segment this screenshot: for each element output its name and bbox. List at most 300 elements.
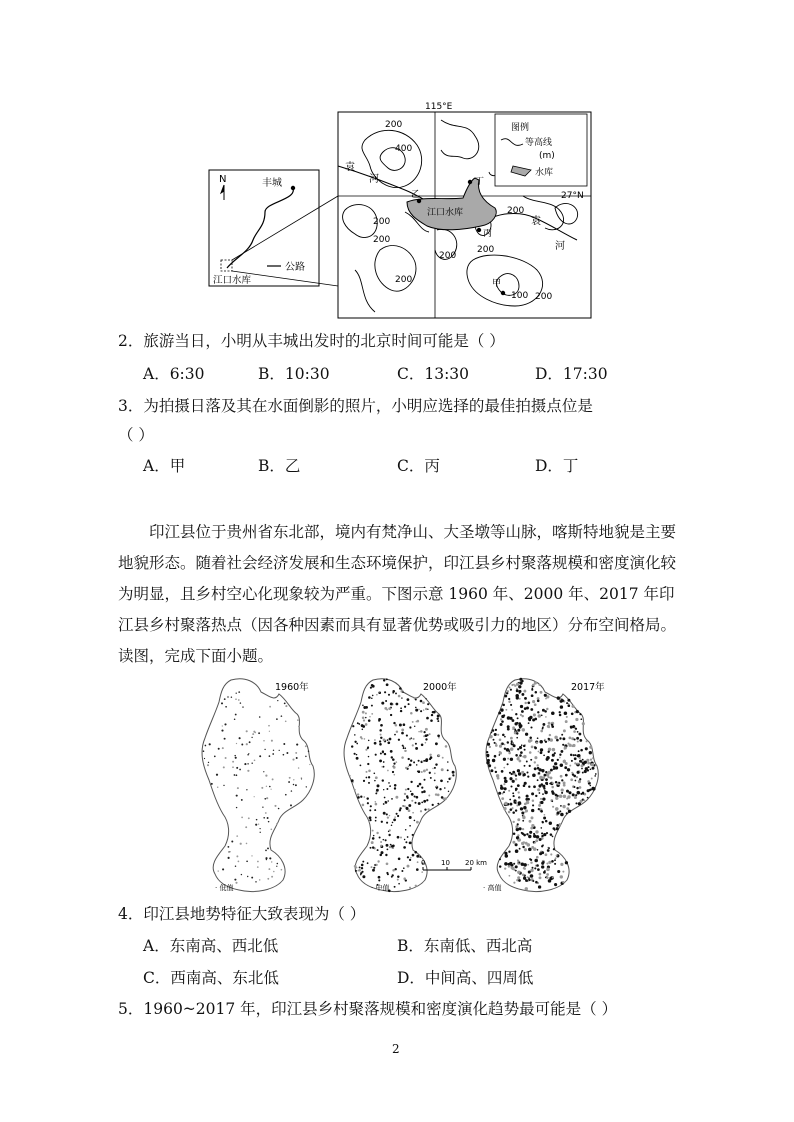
settlement-dot [545,771,547,773]
question-3-option-b[interactable]: B．乙 [258,457,301,475]
settlement-dot [571,772,573,774]
settlement-dot [551,782,553,784]
settlement-dot [518,798,520,800]
settlement-dot [409,726,411,728]
settlement-dot [509,799,511,801]
settlement-dot [540,810,543,813]
settlement-dot [286,752,288,754]
question-2-stem: 2．旅游当日，小明从丰城出发时的北京时间可能是（ ） [118,332,505,350]
settlement-dot [298,767,300,769]
question-4-option-b[interactable]: B．东南低、西北高 [397,937,533,955]
settlement-dot [575,802,577,804]
settlement-dot [543,817,546,820]
settlement-dot [548,861,551,864]
settlement-dot [386,862,389,865]
settlement-dot [537,697,540,700]
settlement-dot [579,757,581,759]
settlement-dot [379,729,382,732]
settlement-dot [235,882,237,884]
settlement-dot [516,828,519,831]
settlement-dot [285,720,287,722]
settlement-dot [518,862,520,864]
settlement-dot [406,807,409,810]
settlement-dot [560,750,563,753]
settlement-dot [277,863,279,865]
settlement-dot [501,797,504,800]
settlement-dot [379,836,381,838]
settlement-dot [227,696,229,698]
settlement-dot [551,800,553,802]
settlement-dot [430,757,432,759]
settlement-dot [414,820,416,822]
settlement-dot [420,710,422,712]
settlement-dot [557,759,559,761]
settlement-dot [251,762,252,763]
settlement-dot [368,776,370,778]
settlement-dot [440,779,443,782]
settlement-dot [362,804,365,807]
settlement-dot [498,792,501,795]
settlement-dot [524,868,526,870]
settlement-dot [379,691,381,693]
settlement-dot [410,790,412,792]
settlement-dot [590,758,592,760]
question-4-option-d[interactable]: D．中间高、四周低 [397,969,534,987]
settlement-dot [425,728,428,731]
settlement-dot [378,879,380,881]
settlement-dot [494,755,497,758]
settlement-dot [537,711,539,713]
settlement-dot [380,752,382,754]
settlement-dot [385,839,387,841]
settlement-dot [251,737,252,738]
settlement-dot [535,881,538,884]
settlement-dot [589,751,592,754]
settlement-dot [374,780,376,782]
settlement-dot [283,754,285,756]
settlement-dot [370,805,372,807]
settlement-dot [408,804,411,807]
settlement-dot [288,781,290,783]
settlement-dot [372,695,374,697]
settlement-dot [532,804,534,806]
settlement-dot [452,771,455,774]
settlement-dot [428,795,430,797]
settlement-dot [508,790,510,792]
settlement-dot [595,773,597,775]
settlement-dot [528,870,531,873]
question-3-option-a[interactable]: A．甲 [143,457,186,475]
settlement-dot [374,742,377,745]
settlement-dot [422,761,424,763]
settlement-dot [534,746,536,748]
settlement-dot [522,816,525,819]
settlement-dot [373,867,375,869]
question-2-option-d[interactable]: D．17:30 [535,365,608,383]
settlement-dot [416,821,419,824]
settlement-dot [227,846,229,848]
settlement-dot [418,731,420,733]
settlement-dot [566,702,568,704]
settlement-dot [267,817,269,819]
question-3-option-d[interactable]: D．丁 [535,457,579,475]
settlement-dot [380,854,383,857]
settlement-dot [236,855,238,857]
inset-city-label: 丰城 [262,178,282,189]
settlement-dot [214,756,216,758]
settlement-dot [218,870,219,871]
settlement-dot [238,699,240,701]
settlement-dot [234,879,236,881]
inset-north-label: N [219,174,227,185]
question-4-option-a[interactable]: A．东南高、西北低 [143,937,279,955]
settlement-dot [580,718,582,720]
settlement-dot [568,704,571,707]
settlement-dot [519,754,522,757]
map-legend [495,114,587,186]
settlement-dot [271,861,272,862]
settlement-dot [565,861,568,864]
settlement-dot [545,853,548,856]
question-4-option-c[interactable]: C．西南高、东北低 [143,969,279,987]
settlement-dot [235,757,237,759]
page-number: 2 [392,1042,400,1056]
settlement-dot [354,734,356,736]
settlement-dot [385,801,388,804]
settlement-dot [544,791,547,794]
settlement-dot [430,719,433,722]
settlement-dot [419,783,422,786]
settlement-dot [515,713,517,715]
settlement-dot [222,747,224,749]
settlement-dot [512,811,515,814]
settlement-dot [216,774,218,776]
settlement-dot [411,800,413,802]
settlement-dot [207,764,209,766]
settlement-dot [362,861,364,863]
settlement-dot [531,689,533,691]
settlement-dot [383,789,384,790]
settlement-dot [541,845,543,847]
point-bing-label: 丙 [483,229,493,239]
settlement-dot [516,722,518,724]
settlement-dot [283,743,285,745]
settlement-dot [245,826,247,828]
settlement-dot [374,739,376,741]
settlement-dot [376,832,378,834]
settlement-dot [505,709,507,711]
settlement-dot [389,785,391,787]
settlement-dot [356,757,359,760]
settlement-dot [352,725,354,727]
settlement-dot [486,754,489,757]
settlement-dot [262,807,263,808]
settlement-dot [392,771,394,773]
settlement-dot [566,716,568,718]
settlement-dot [530,726,532,728]
settlement-dot [394,784,397,787]
settlement-dot [423,709,424,710]
settlement-dot [381,766,383,768]
settlement-dot [375,754,377,756]
settlement-dot [366,777,368,779]
settlement-dot [259,716,261,718]
question-2-option-a[interactable]: A．6:30 [143,365,205,383]
reading-passage-text: 印江县位于贵州省东北部，境内有梵净山、大圣墩等山脉，喀斯特地貌是主要地貌形态。随着社会经济发展和生态环境保护，印江县乡村聚落规模和密度演化较为明显，且乡村空心化现象较为严重。下图示意 1960 年、2000 年、2017 年印江县乡村聚落热点（因各种因素而具有显著优势或吸引力的地区）分布空间格局。读图，完成下面小题。 [118,523,677,665]
settlement-dot [504,852,507,855]
settlement-dot [306,786,307,787]
settlement-dot [224,698,226,700]
question-3-option-c[interactable]: C．丙 [397,457,440,475]
settlement-dot [509,687,511,689]
settlement-dot [371,698,373,700]
settlement-dot [510,809,512,811]
settlement-dot [420,810,422,812]
settlement-dot [561,779,563,781]
settlement-dot [425,742,427,744]
settlement-dot [415,709,418,712]
settlement-dot [416,764,418,766]
settlement-dot [228,851,230,853]
settlement-dot [435,793,437,795]
settlement-dot [487,743,490,746]
settlement-dot [523,814,525,816]
settlement-dot [539,873,542,876]
settlement-dot [573,754,575,756]
settlement-dot [424,731,426,733]
settlement-dot [385,700,387,702]
settlement-dot [436,788,438,790]
settlement-dot [527,876,529,878]
settlement-dot [418,802,421,805]
settlement-dot [385,854,387,856]
settlement-dot [500,786,504,790]
settlement-dot [407,836,409,838]
settlement-dot [577,731,579,733]
settlement-dot [554,863,556,865]
settlement-dot [512,780,515,783]
settlement-dot [211,783,213,785]
legend-mid: · 中值 [371,884,390,892]
settlement-dot [526,707,529,710]
settlement-dot [398,739,400,741]
settlement-dot [519,698,521,700]
settlement-dot [534,767,537,770]
settlement-dot [409,825,411,827]
settlement-dot [408,703,410,705]
settlement-dot [309,764,310,765]
settlement-dot [513,684,515,686]
settlement-dot [529,736,532,739]
settlement-dot [566,807,569,810]
settlement-dot [518,685,521,688]
settlement-dot [530,827,533,830]
settlement-dot [553,768,555,770]
point-yi-label: 乙 [411,190,421,200]
settlement-dot [500,718,502,720]
settlement-dot [354,789,356,791]
settlement-dot [513,795,515,797]
settlement-hotspot-figure [195,668,615,896]
settlement-dot [409,764,412,767]
settlement-dot [548,738,550,740]
settlement-dot [543,833,546,836]
settlement-dot [424,808,426,810]
settlement-dot [362,716,365,719]
settlement-dot [545,716,547,718]
point-jia-label: 甲 [492,279,502,289]
settlement-dot [567,803,569,805]
settlement-dot [369,716,370,717]
settlement-dot [539,776,543,780]
settlement-dot [497,734,499,736]
settlement-dot [371,866,373,868]
settlement-dot [361,724,364,727]
settlement-dot [524,782,527,785]
settlement-dot [517,860,519,862]
settlement-dot [276,718,278,720]
settlement-dot [418,709,420,711]
settlement-dot [261,787,263,789]
settlement-dot [519,848,521,850]
settlement-dot [492,729,495,732]
settlement-dot [422,791,424,793]
settlement-dot [369,809,371,811]
settlement-dot [269,786,271,788]
settlement-dot [392,758,395,761]
settlement-dot [252,733,254,735]
settlement-dot [526,771,528,773]
settlement-dot [508,701,511,704]
settlement-dot [559,823,562,826]
settlement-dot [412,854,415,857]
settlement-dot [507,741,509,743]
settlement-dot [435,742,438,745]
settlement-dot [438,737,440,739]
settlement-dot [259,755,261,757]
settlement-dot [429,772,431,774]
settlement-dot [496,774,499,777]
settlement-dot [563,795,566,798]
settlement-dot [405,841,407,843]
settlement-dot [305,756,306,757]
settlement-dot [516,737,518,739]
settlement-dot [564,746,567,749]
settlement-dot [426,799,428,801]
settlement-dot [420,730,423,733]
settlement-dot [265,850,267,852]
settlement-dot [285,705,287,707]
settlement-dot [285,794,287,796]
settlement-dot [544,774,547,777]
settlement-dot [383,679,385,681]
settlement-dot [544,870,546,872]
settlement-dot [567,743,569,745]
settlement-dot [269,755,271,757]
settlement-dot [369,819,371,821]
settlement-dot [556,827,559,830]
settlement-dot [545,698,547,700]
settlement-dot [222,868,224,870]
reservoir-map-figure [205,100,595,322]
settlement-dot [409,859,411,861]
settlement-dot [583,799,585,801]
settlement-dot [494,767,496,769]
settlement-dot [495,729,497,731]
settlement-dot [368,740,370,742]
settlement-dot [562,871,564,873]
settlement-dot [515,694,519,698]
settlement-dot [411,793,414,796]
settlement-dot [528,835,531,838]
settlement-dot [390,844,392,846]
question-2-option-b[interactable]: B．10:30 [258,365,330,383]
settlement-dot [548,751,550,753]
settlement-dot [419,856,421,858]
settlement-dot [532,774,536,778]
settlement-dot [241,799,243,801]
settlement-dot [502,734,505,737]
settlement-dot [386,788,388,790]
settlement-dot [447,761,449,763]
settlement-dot [388,782,390,784]
settlement-dot [500,708,503,711]
settlement-dot [380,737,382,739]
settlement-dot [372,846,374,848]
settlement-dot [513,869,515,871]
settlement-dot [499,858,501,860]
settlement-dot [518,879,521,882]
settlement-dot [269,731,270,732]
settlement-dot [539,876,542,879]
settlement-dot [581,768,583,770]
settlement-dot [522,846,524,848]
settlement-dot [224,738,226,740]
question-2-option-c[interactable]: C．13:30 [397,365,470,383]
settlement-dot [542,793,544,795]
settlement-dot [231,696,232,697]
settlement-dot [582,793,584,795]
settlement-dot [426,717,429,720]
settlement-dot [399,724,402,727]
settlement-dot [241,744,243,746]
settlement-dot [434,773,436,775]
legend-reservoir-label: 水库 [535,168,554,178]
settlement-dot [203,750,205,752]
settlement-dot [522,828,524,830]
settlement-dot [538,751,540,753]
settlement-dot [501,720,504,723]
settlement-dot [444,797,447,800]
settlement-dot [521,744,523,746]
settlement-dot [586,740,588,742]
settlement-dot [265,812,267,814]
settlement-dot [208,762,209,763]
settlement-dot [259,828,260,829]
settlement-dot [504,787,507,790]
settlement-dot [375,864,377,866]
settlement-dot [308,750,309,751]
settlement-dot [436,785,438,787]
inset-reservoir-label: 江口水库 [213,275,252,286]
settlement-dot [392,692,394,694]
river-label: 河 [369,174,379,185]
settlement-dot [527,864,529,866]
settlement-dot [246,843,248,845]
settlement-dot [569,765,571,767]
settlement-dot [403,867,405,869]
settlement-dot [529,858,531,860]
